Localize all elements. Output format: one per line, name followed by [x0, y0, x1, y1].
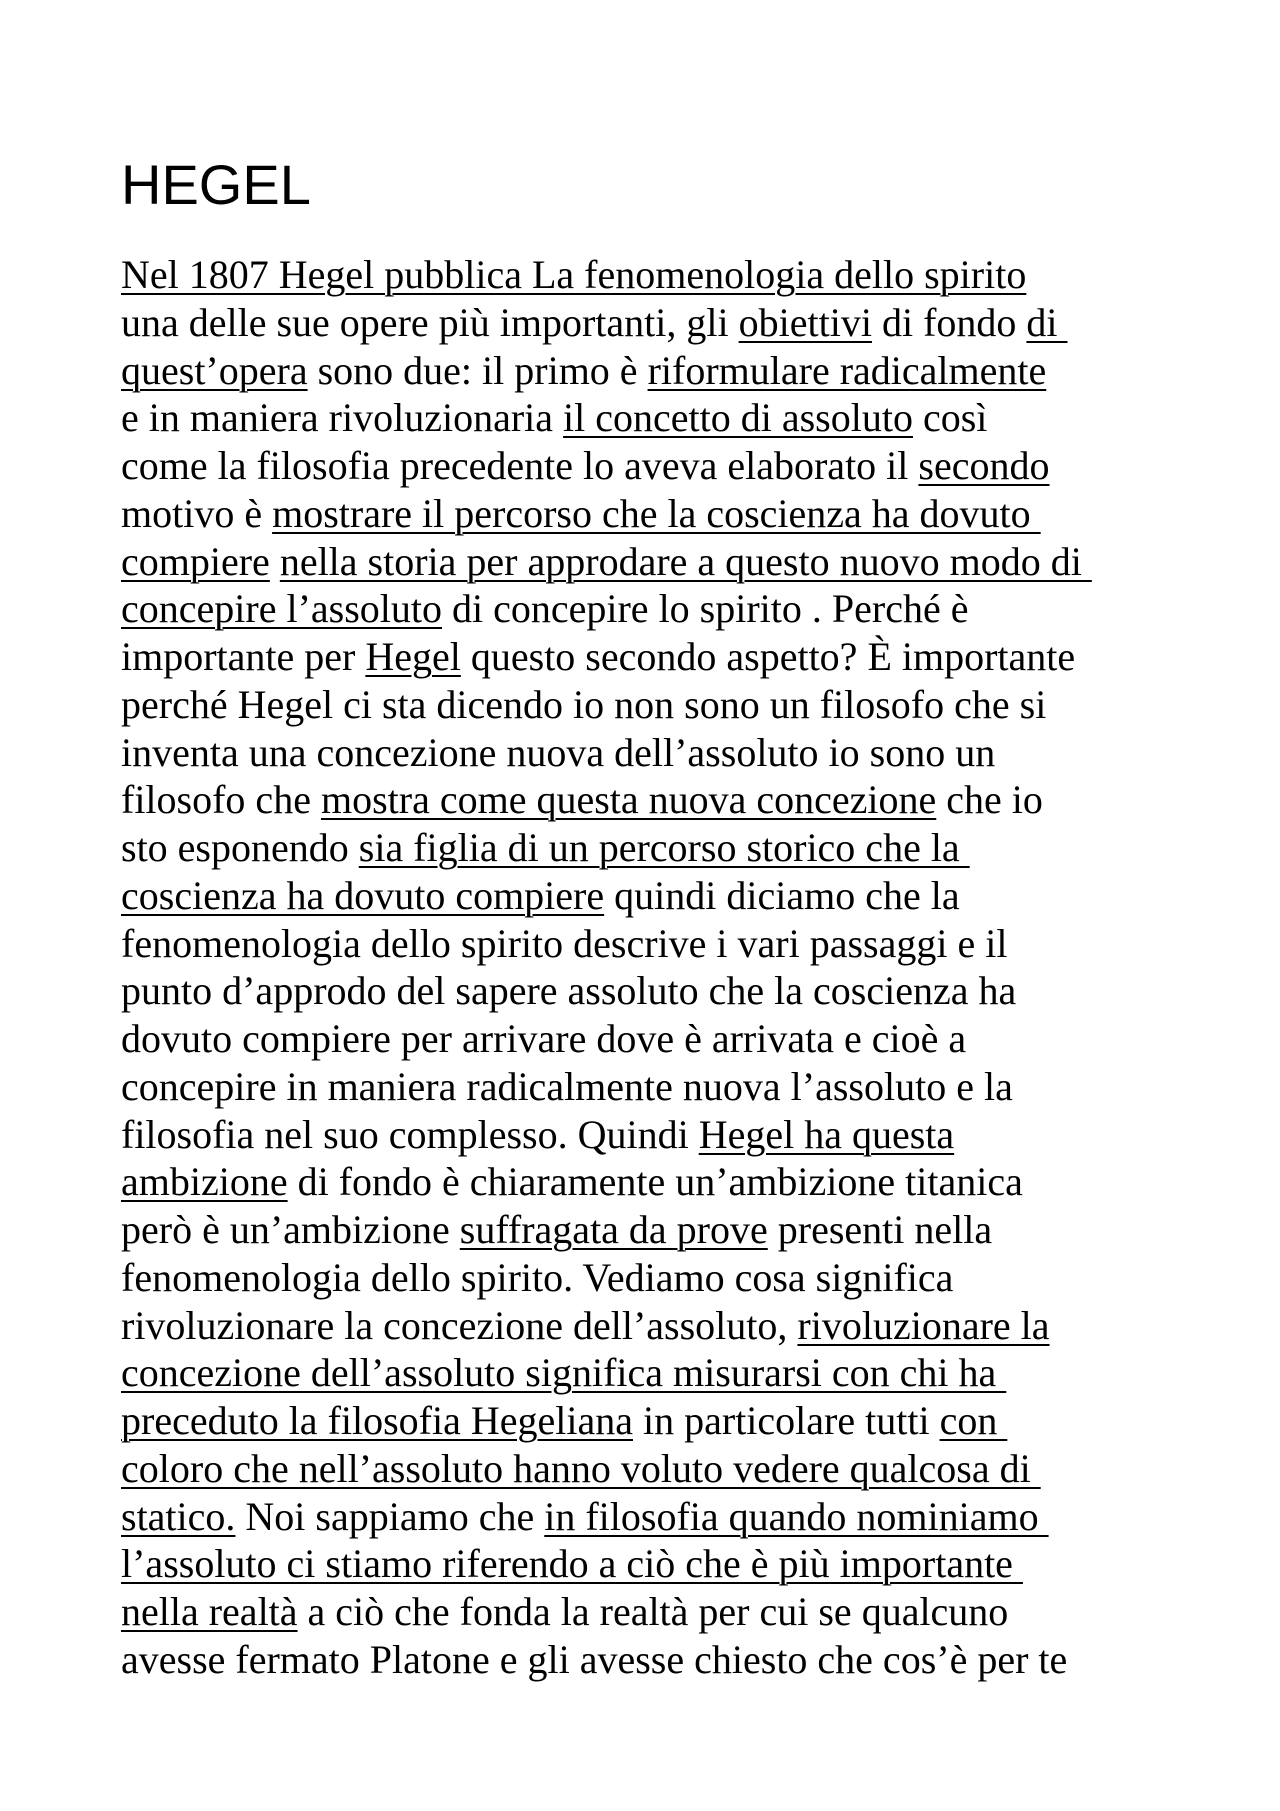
underlined-text: rivoluzionare la [797, 1302, 1050, 1348]
text-segment: dovuto compiere per arrivare dove è arrivata e cioè a [121, 1016, 967, 1061]
text-line [121, 1111, 1241, 1159]
document-title: HEGEL [121, 153, 311, 216]
text-line [121, 633, 1241, 681]
text-line [121, 776, 1241, 824]
text-line [121, 490, 1241, 538]
underlined-text: il concetto di assoluto [563, 395, 913, 441]
text-line [121, 1349, 1241, 1397]
underlined-text: riformulare radicalmente [647, 347, 1047, 393]
text-line [121, 824, 1241, 872]
underlined-text: mostrare il percorso che la coscienza ha dovuto [272, 490, 1041, 536]
underlined-text: suffragata da prove [459, 1207, 768, 1252]
text-segment: perché Hegel ci sta dicendo io non sono un filosofo che si [121, 681, 1047, 727]
underlined-text: coscienza ha dovuto compiere [121, 872, 605, 918]
text-segment: quindi diciamo che la [604, 872, 960, 918]
text-line [121, 872, 1241, 920]
text-segment: importante per [121, 634, 366, 679]
underlined-text: preceduto la filosofia Hegeliana [121, 1398, 633, 1443]
text-segment: questo secondo aspetto? È importante [460, 634, 1076, 679]
underlined-text: l’assoluto ci stiamo riferendo a ciò che è più importante [121, 1541, 1023, 1587]
underlined-text: Nel 1807 Hegel pubblica La fenomenologia dello spirito [121, 252, 1027, 297]
text-line [121, 251, 1241, 299]
underlined-text: quest’opera [121, 347, 308, 393]
underlined-text: statico. [121, 1493, 236, 1539]
text-line [121, 1445, 1241, 1493]
text-segment: in particolare tutti [633, 1398, 940, 1443]
underlined-text: nella realtà [121, 1589, 298, 1634]
text-segment: di fondo [871, 299, 1027, 345]
underlined-text: di [1026, 299, 1068, 345]
text-line [121, 1015, 1241, 1063]
underlined-text: mostra come questa nuova concezione [320, 777, 937, 823]
text-line [121, 394, 1241, 442]
underlined-text: con [939, 1398, 1008, 1443]
text-segment: concepire in maniera radicalmente nuova l’assoluto e la [121, 1063, 1013, 1109]
text-segment [270, 539, 280, 584]
text-line [121, 347, 1241, 395]
underlined-text: in filosofia quando nominiamo [544, 1493, 1049, 1539]
text-segment: punto d’approdo del sapere assoluto che la coscienza ha [121, 968, 1017, 1014]
text-segment: avesse fermato Platone e gli avesse chiesto che cos’è per te [121, 1636, 1068, 1682]
text-segment: di fondo è chiaramente un’ambizione titanica [287, 1159, 1023, 1205]
underlined-text: coloro che nell’assoluto hanno voluto vedere qualcosa di [121, 1445, 1041, 1491]
text-line [121, 538, 1241, 586]
text-segment: sto esponendo [121, 825, 359, 870]
text-segment: una delle sue opere più importanti, gli [121, 299, 739, 345]
underlined-text: concezione dell’assoluto significa misurarsi con chi ha [121, 1350, 1007, 1396]
text-line [121, 1588, 1241, 1636]
text-line [121, 1206, 1241, 1254]
text-line [121, 1063, 1241, 1111]
text-segment: fenomenologia dello spirito. Vediamo cosa significa [121, 1254, 954, 1300]
underlined-text: nella storia per approdare a questo nuovo modo di [279, 538, 1092, 584]
text-line [121, 1493, 1241, 1541]
text-segment: presenti nella [767, 1207, 993, 1252]
text-line [121, 1397, 1241, 1445]
underlined-text: Hegel [365, 634, 461, 679]
text-segment: motivo è [121, 490, 273, 536]
underlined-text: ambizione [121, 1159, 288, 1205]
text-line [121, 1158, 1241, 1206]
text-segment: così [912, 395, 988, 441]
text-segment: sono due: il primo è [307, 347, 648, 393]
text-segment: di concepire lo spirito . Perché è [442, 586, 969, 632]
text-line [121, 920, 1241, 968]
underlined-text: compiere [121, 538, 270, 584]
text-segment: che io [936, 777, 1043, 823]
text-line [121, 585, 1241, 633]
text-segment: però è un’ambizione [121, 1207, 460, 1252]
text-line [121, 299, 1241, 347]
underlined-text: concepire l’assoluto [121, 586, 442, 632]
document-body [121, 251, 1241, 1684]
text-segment: rivoluzionare la concezione dell’assoluto, [121, 1302, 798, 1348]
text-line [121, 1254, 1241, 1302]
text-line [121, 967, 1241, 1015]
text-segment: a ciò che fonda la realtà per cui se qualcuno [297, 1589, 1009, 1634]
text-line [121, 729, 1241, 777]
underlined-text: obiettivi [738, 299, 872, 345]
underlined-text: secondo [918, 443, 1050, 488]
text-segment: Noi sappiamo che [235, 1493, 545, 1539]
text-line [121, 681, 1241, 729]
text-line [121, 1540, 1241, 1588]
text-segment: inventa una concezione nuova dell’assoluto io sono un [121, 729, 996, 775]
text-line [121, 442, 1241, 490]
underlined-text: sia figlia di un percorso storico che la [358, 825, 970, 870]
text-segment: filosofo che [121, 777, 321, 823]
text-line [121, 1636, 1241, 1684]
text-segment: filosofia nel suo complesso. Quindi [121, 1111, 699, 1157]
text-line [121, 1302, 1241, 1350]
text-segment: e in maniera rivoluzionaria [121, 395, 564, 441]
text-segment: come la filosofia precedente lo aveva elaborato il [121, 443, 919, 488]
underlined-text: Hegel ha questa [698, 1111, 955, 1157]
text-segment: fenomenologia dello spirito descrive i vari passaggi e il [121, 920, 1008, 966]
